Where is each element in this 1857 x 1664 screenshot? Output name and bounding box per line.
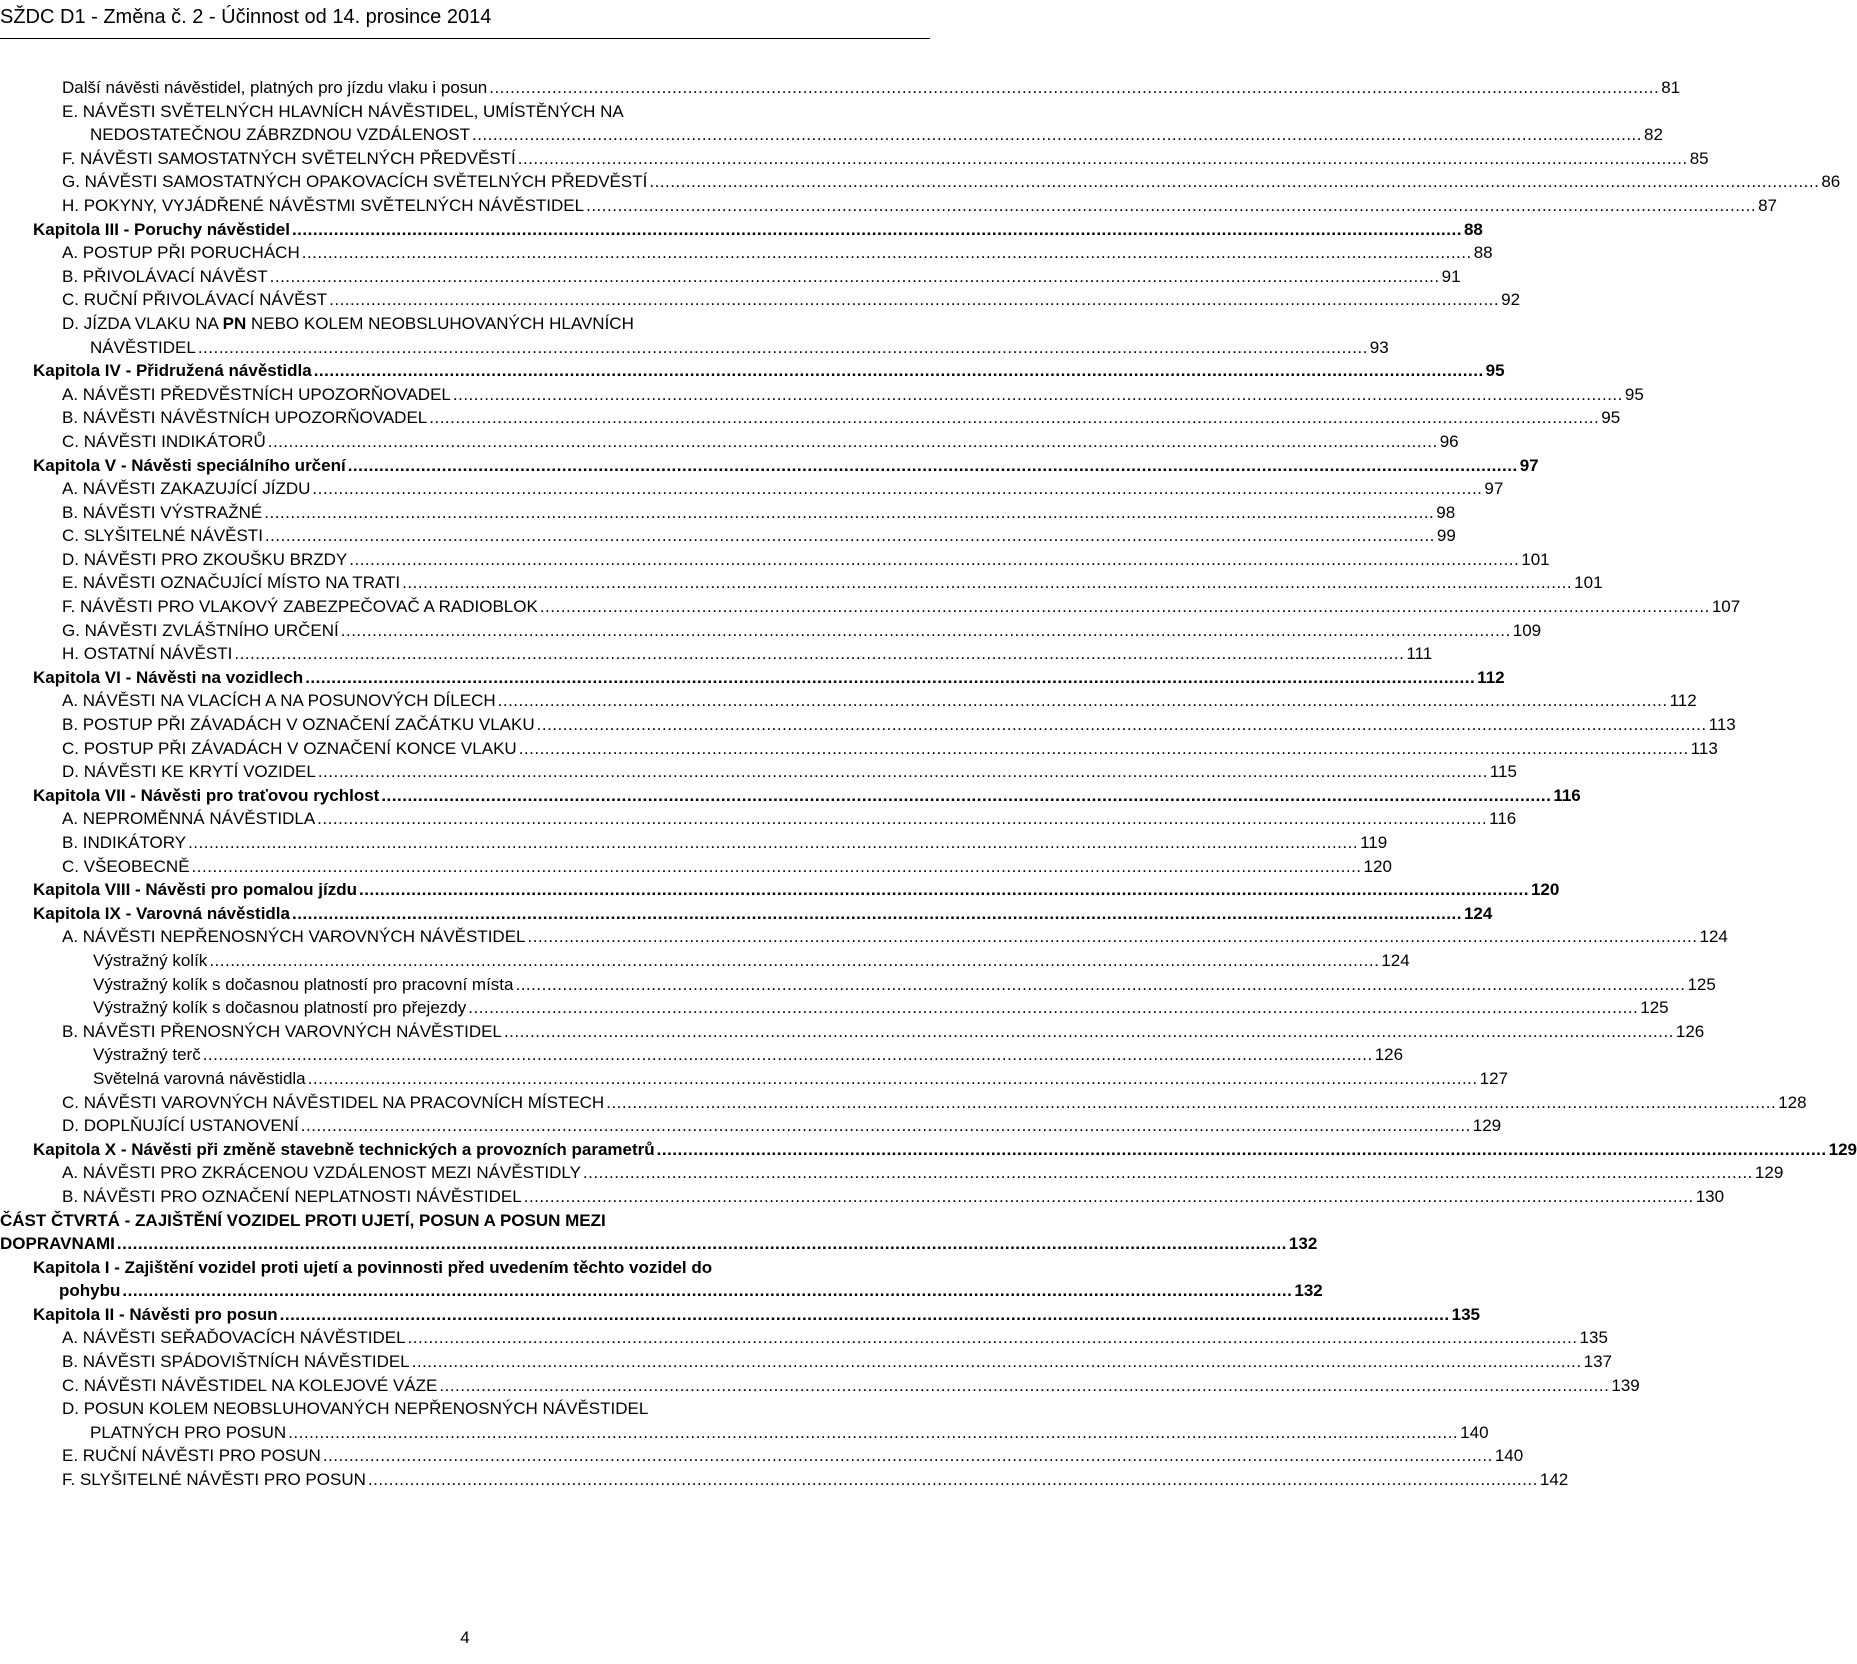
toc-entry-title-line1: E. NÁVĚSTI SVĚTELNÝCH HLAVNÍCH NÁVĚSTIDEL, UMÍSTĚNÝCH NA [62,101,624,121]
toc-entry-page: 98 [1436,502,1456,522]
dot-leader [323,1444,1493,1468]
toc-entry-page: 116 [1489,809,1517,829]
dot-leader [537,713,1707,737]
dot-leader [348,454,1518,478]
dot-leader [439,1374,1609,1398]
dot-leader [188,831,1358,855]
dot-leader [586,194,1756,218]
toc-entry-title: A. NÁVĚSTI ZAKAZUJÍCÍ JÍZDU [62,479,311,499]
toc-entry[interactable] [0,1067,1508,1091]
dot-leader [515,973,1685,997]
toc-entry-title: Kapitola VII - Návěsti pro traťovou rychlost [33,785,380,805]
toc-entry[interactable] [0,571,1603,595]
toc-entry-title: PLATNÝCH PRO POSUN [90,1422,287,1442]
toc-entry[interactable] [0,973,1716,997]
toc-entry-title: C. VŠEOBECNĚ [62,856,190,876]
toc-entry-title: Kapitola V - Návěsti speciálního určení [33,455,346,475]
toc-entry-page: 135 [1451,1304,1480,1324]
toc-entry-title: A. NÁVĚSTI PRO ZKRÁCENOU VZDÁLENOST MEZI NÁVĚSTIDLY [62,1163,581,1183]
toc-entry[interactable] [0,241,1493,265]
toc-entry-page: 111 [1406,644,1433,664]
toc-entry-title: F. NÁVĚSTI SAMOSTATNÝCH SVĚTELNÝCH PŘEDVĚSTÍ [62,148,516,168]
dot-leader [518,147,1688,171]
toc-entry-title: NEDOSTATEČNOU ZÁBRZDNOU VZDÁLENOST [90,125,471,145]
toc-entry-title: A. NEPROMĚNNÁ NÁVĚSTIDLA [62,809,316,829]
toc-entry[interactable] [0,784,1581,808]
header-text: SŽDC D1 - Změna č. 2 - Účinnost od 14. prosince 2014 [0,6,492,28]
toc-entry-title: B. POSTUP PŘI ZÁVADÁCH V OZNAČENÍ ZAČÁTKU VLAKU [62,715,535,735]
toc-entry-title: F. SLYŠITELNÉ NÁVĚSTI PRO POSUN [62,1470,366,1490]
toc-entry-page: 132 [1294,1281,1323,1301]
toc-entry-title: A. NÁVĚSTI SEŘAĎOVACÍCH NÁVĚSTIDEL [62,1328,406,1348]
dot-leader [203,1043,1373,1067]
toc-entry[interactable] [0,218,1483,242]
toc-entry-title: A. POSTUP PŘI PORUCHÁCH [62,243,300,263]
toc-entry[interactable] [0,1444,1524,1468]
toc-entry[interactable] [0,170,1841,194]
dot-leader [268,430,1438,454]
toc-entry-page: 115 [1489,762,1517,782]
toc-entry-title: Výstražný kolík s dočasnou platností pro přejezdy [93,998,467,1018]
toc-entry-page: 82 [1644,125,1663,145]
toc-entry-title: Světelná varovná návěstidla [93,1068,306,1088]
toc-entry[interactable] [0,595,1741,619]
toc-entry[interactable] [0,1020,1705,1044]
toc-entry-title: F. NÁVĚSTI PRO VLAKOVÝ ZABEZPEČOVAČ A RADIOBLOK [62,597,538,617]
toc-entry[interactable] [0,878,1560,902]
toc-entry-page: 120 [1363,856,1392,876]
dot-leader [489,76,1659,100]
toc-entry-page: 113 [1690,738,1718,758]
page-number: 4 [460,1628,470,1647]
toc-entry-page: 124 [1463,903,1493,923]
toc-entry-title-line1: Kapitola I - Zajištění vozidel proti ujetí a povinnosti před uvedením těchto vozidel do [33,1257,713,1277]
toc-entry[interactable] [0,1114,1502,1138]
toc-entry-title: pohybu [59,1281,121,1301]
toc-entry-title: D. DOPLŇUJÍCÍ USTANOVENÍ [62,1116,299,1136]
toc-entry[interactable] [0,383,1644,407]
dot-leader [270,265,1440,289]
dot-leader [314,359,1484,383]
toc-entry-page: 124 [1699,927,1728,947]
dot-leader [408,1326,1578,1350]
dot-leader [292,902,1462,926]
toc-entry[interactable] [0,359,1505,383]
dot-leader [198,336,1368,360]
toc-entry-page: 95 [1601,408,1621,428]
dot-leader [519,737,1689,761]
dot-leader [329,288,1499,312]
toc-entry-title: Kapitola IX - Varovná návěstidla [33,903,290,923]
toc-entry-title: Další návěsti návěstidel, platných pro jízdu vlaku i posun [62,78,488,97]
toc-entry-page: 139 [1611,1375,1640,1395]
toc-entry[interactable] [0,312,1389,359]
document-header [0,2,930,39]
toc-entry[interactable] [0,100,1663,147]
toc-entry[interactable] [0,807,1517,831]
dot-leader [312,477,1482,501]
toc-entry-title: B. INDIKÁTORY [62,833,187,852]
toc-entry-page: 109 [1512,620,1542,640]
toc-entry-title: E. RUČNÍ NÁVĚSTI PRO POSUN [62,1446,321,1466]
toc-entry-title: C. NÁVĚSTI VAROVNÝCH NÁVĚSTIDEL NA PRACOVNÍCH MÍSTECH [62,1092,605,1112]
toc-entry[interactable] [0,760,1517,784]
dot-leader [308,1067,1478,1091]
dot-leader [117,1232,1287,1256]
dot-leader [341,619,1511,643]
toc-entry[interactable] [0,855,1392,879]
toc-entry-page: 140 [1494,1446,1524,1466]
toc-entry-title: B. NÁVĚSTI NÁVĚSTNÍCH UPOZORŇOVADEL [62,408,428,428]
toc-entry[interactable] [0,194,1778,218]
toc-entry[interactable] [0,619,1542,643]
toc-entry[interactable] [0,1043,1404,1067]
toc-entry-page: 101 [1574,573,1603,593]
toc-entry[interactable] [0,477,1504,501]
toc-entry-page: 125 [1687,974,1716,994]
toc-entry[interactable] [0,737,1718,761]
toc-entry[interactable] [0,1256,1323,1303]
toc-entry-title: H. OSTATNÍ NÁVĚSTI [62,644,233,664]
dot-leader [649,170,1819,194]
toc-entry[interactable] [0,406,1621,430]
toc-entry-page: 129 [1472,1116,1502,1136]
toc-entry-page: 101 [1521,549,1550,569]
toc-entry-page: 85 [1689,148,1709,168]
dot-leader [453,383,1623,407]
dot-leader [318,760,1488,784]
toc-entry-page: 129 [1754,1163,1784,1183]
toc-entry-title: D. NÁVĚSTI PRO ZKOUŠKU BRZDY [62,549,348,569]
toc-entry-page: 130 [1695,1186,1725,1206]
toc-entry-page: 116 [1553,785,1581,805]
dot-leader [192,855,1362,879]
toc-entry[interactable] [0,996,1669,1020]
toc-entry[interactable] [0,1161,1784,1185]
dot-leader [305,666,1475,690]
toc-entry-page: 135 [1579,1328,1608,1348]
toc-entry-title: E. NÁVĚSTI OZNAČUJÍCÍ MÍSTO NA TRATI [62,573,401,593]
toc-entry-page: 88 [1473,243,1493,263]
dot-leader [524,1185,1694,1209]
toc-entry[interactable] [0,1303,1480,1327]
toc-entry[interactable] [0,1091,1807,1115]
dot-leader [381,784,1551,808]
dot-leader [209,949,1379,973]
dot-leader [280,1303,1450,1327]
dot-leader [468,996,1638,1020]
dot-leader [504,1020,1674,1044]
toc-entry-title: B. NÁVĚSTI SPÁDOVIŠTNÍCH NÁVĚSTIDEL [62,1352,410,1372]
toc-entry[interactable] [0,902,1493,926]
toc-entry-page: 125 [1640,998,1669,1018]
toc-entry-page: 91 [1441,266,1461,286]
toc-entry[interactable] [0,548,1550,572]
toc-entry-page: 140 [1460,1422,1489,1442]
toc-entry-page: 112 [1477,667,1505,687]
toc-entry-title-line1: ČÁST ČTVRTÁ - ZAJIŠTĚNÍ VOZIDEL PROTI UJETÍ, POSUN A POSUN MEZI [0,1210,606,1230]
toc-entry-page: 113 [1708,715,1736,735]
toc-entry-title-line1: D. JÍZDA VLAKU NA PN NEBO KOLEM NEOBSLUHOVANÝCH HLAVNÍCH [62,313,634,333]
toc-entry-title: Kapitola IV - Přidružená návěstidla [33,361,312,381]
toc-entry-title: C. POSTUP PŘI ZÁVADÁCH V OZNAČENÍ KONCE VLAKU [62,738,517,758]
toc-entry-title: H. POKYNY, VYJÁDŘENÉ NÁVĚSTMI SVĚTELNÝCH NÁVĚSTIDEL [62,195,585,215]
toc-entry-page: 95 [1485,361,1505,381]
toc-entry-title: B. PŘIVOLÁVACÍ NÁVĚST [62,266,268,286]
toc-entry-page: 124 [1381,950,1410,970]
dot-leader [368,1468,1538,1492]
toc-entry-title: DOPRAVNAMI [0,1234,115,1254]
toc-entry[interactable] [0,1138,1857,1162]
toc-entry-page: 87 [1758,195,1778,215]
toc-entry-page: 126 [1675,1021,1705,1041]
toc-entry[interactable] [0,501,1456,525]
toc-entry-title: C. NÁVĚSTI NÁVĚSTIDEL NA KOLEJOVÉ VÁZE [62,1375,438,1395]
toc-entry[interactable] [0,1468,1569,1492]
dot-leader [234,642,1404,666]
toc-entry[interactable] [0,1374,1640,1398]
toc-entry-page: 137 [1583,1352,1612,1372]
dot-leader [288,1421,1458,1445]
toc-entry-title: Kapitola II - Návěsti pro posun [33,1304,278,1324]
toc-entry[interactable] [0,1350,1612,1374]
toc-entry-title-line1: D. POSUN KOLEM NEOBSLUHOVANÝCH NEPŘENOSNÝCH NÁVĚSTIDEL [62,1399,649,1419]
toc-entry[interactable] [0,831,1388,855]
toc-entry-title: A. NÁVĚSTI PŘEDVĚSTNÍCH UPOZORŇOVADEL [62,384,451,404]
toc-entry[interactable] [0,713,1736,737]
dot-leader [402,571,1572,595]
toc-entry-title: Výstražný kolík [93,950,208,970]
dot-leader [301,1114,1471,1138]
toc-entry-title: Kapitola X - Návěsti při změně stavebně technických a provozních parametrů [33,1139,655,1159]
toc-entry-page: 88 [1463,219,1483,239]
dot-leader [583,1161,1753,1185]
toc-entry-page: 128 [1778,1092,1807,1112]
toc-entry-title: Kapitola III - Poruchy návěstidel [33,219,290,239]
dot-leader [359,878,1529,902]
toc-entry-title: A. NÁVĚSTI NA VLACÍCH A NA POSUNOVÝCH DÍLECH [62,691,496,711]
toc-entry-title: A. NÁVĚSTI NEPŘENOSNÝCH VAROVNÝCH NÁVĚSTIDEL [62,927,526,947]
toc-entry[interactable] [0,925,1728,949]
toc-entry-title: G. NÁVĚSTI ZVLÁŠTNÍHO URČENÍ [62,620,339,640]
toc-entry[interactable] [0,642,1433,666]
toc-entry-title: B. NÁVĚSTI VÝSTRAŽNÉ [62,502,263,522]
dot-leader [292,218,1462,242]
toc-entry-page: 96 [1439,431,1459,451]
toc-entry[interactable] [0,1209,1318,1256]
dot-leader [122,1279,1292,1303]
toc-entry[interactable] [0,454,1539,478]
toc-entry-title: B. NÁVĚSTI PŘENOSNÝCH VAROVNÝCH NÁVĚSTIDEL [62,1021,502,1041]
toc-entry-page: 97 [1484,479,1504,499]
toc-entry-page: 92 [1501,290,1521,310]
toc-entry[interactable] [0,265,1461,289]
toc-entry-page: 129 [1828,1139,1857,1159]
toc-entry-title: C. RUČNÍ PŘIVOLÁVACÍ NÁVĚST [62,290,328,310]
dot-leader [349,548,1519,572]
dot-leader [412,1350,1582,1374]
dot-leader [606,1091,1776,1115]
toc-entry-title: NÁVĚSTIDEL [90,337,196,357]
toc-entry-page: 97 [1519,455,1539,475]
toc-entry-page: 119 [1360,833,1388,852]
toc-entry-title: D. NÁVĚSTI KE KRYTÍ VOZIDEL [62,762,316,782]
toc-entry-title: C. NÁVĚSTI INDIKÁTORŮ [62,431,266,451]
toc-entry-title: Kapitola VIII - Návěsti pro pomalou jízdu [33,880,357,900]
toc-entry-title: Výstražný terč [93,1045,201,1065]
dot-leader [528,925,1698,949]
toc-entry-title: G. NÁVĚSTI SAMOSTATNÝCH OPAKOVACÍCH SVĚTELNÝCH PŘEDVĚSTÍ [62,172,648,192]
toc-entry[interactable] [0,949,1410,973]
toc-entry-page: 127 [1479,1068,1508,1088]
dot-leader [265,524,1435,548]
toc-entry-page: 132 [1288,1234,1318,1254]
dot-leader [264,501,1434,525]
dot-leader [498,689,1668,713]
toc-entry-page: 107 [1711,597,1741,617]
toc-entry-title: B. NÁVĚSTI PRO OZNAČENÍ NEPLATNOSTI NÁVĚSTIDEL [62,1186,522,1206]
toc-entry[interactable] [0,1397,1489,1444]
toc-entry[interactable] [0,689,1697,713]
toc-entry-page: 81 [1661,78,1681,97]
toc-entry[interactable] [0,1326,1608,1350]
toc-entry-title: Kapitola VI - Návěsti na vozidlech [33,667,304,687]
toc-entry-page: 142 [1539,1470,1569,1490]
dot-leader [657,1138,1827,1162]
toc-entry[interactable] [0,147,1709,171]
toc-entry[interactable] [0,1185,1725,1209]
dot-leader [317,807,1487,831]
toc-entry[interactable] [0,288,1521,312]
toc-entry-page: 86 [1821,172,1841,192]
toc-entry[interactable] [0,76,1681,100]
toc-entry-page: 99 [1436,526,1456,546]
toc-entry[interactable] [0,430,1459,454]
dot-leader [540,595,1710,619]
toc-entry-title: C. SLYŠITELNÉ NÁVĚSTI [62,526,263,546]
dot-leader [472,123,1642,147]
toc-entry[interactable] [0,524,1456,548]
table-of-contents [0,76,1857,1492]
dot-leader [302,241,1472,265]
toc-entry-page: 112 [1669,691,1697,711]
toc-entry[interactable] [0,666,1505,690]
toc-entry-page: 93 [1369,337,1389,357]
dot-leader [429,406,1599,430]
toc-entry-page: 120 [1530,880,1560,900]
toc-entry-page: 95 [1624,384,1644,404]
toc-entry-page: 126 [1374,1045,1404,1065]
toc-entry-title: Výstražný kolík s dočasnou platností pro pracovní místa [93,974,514,994]
